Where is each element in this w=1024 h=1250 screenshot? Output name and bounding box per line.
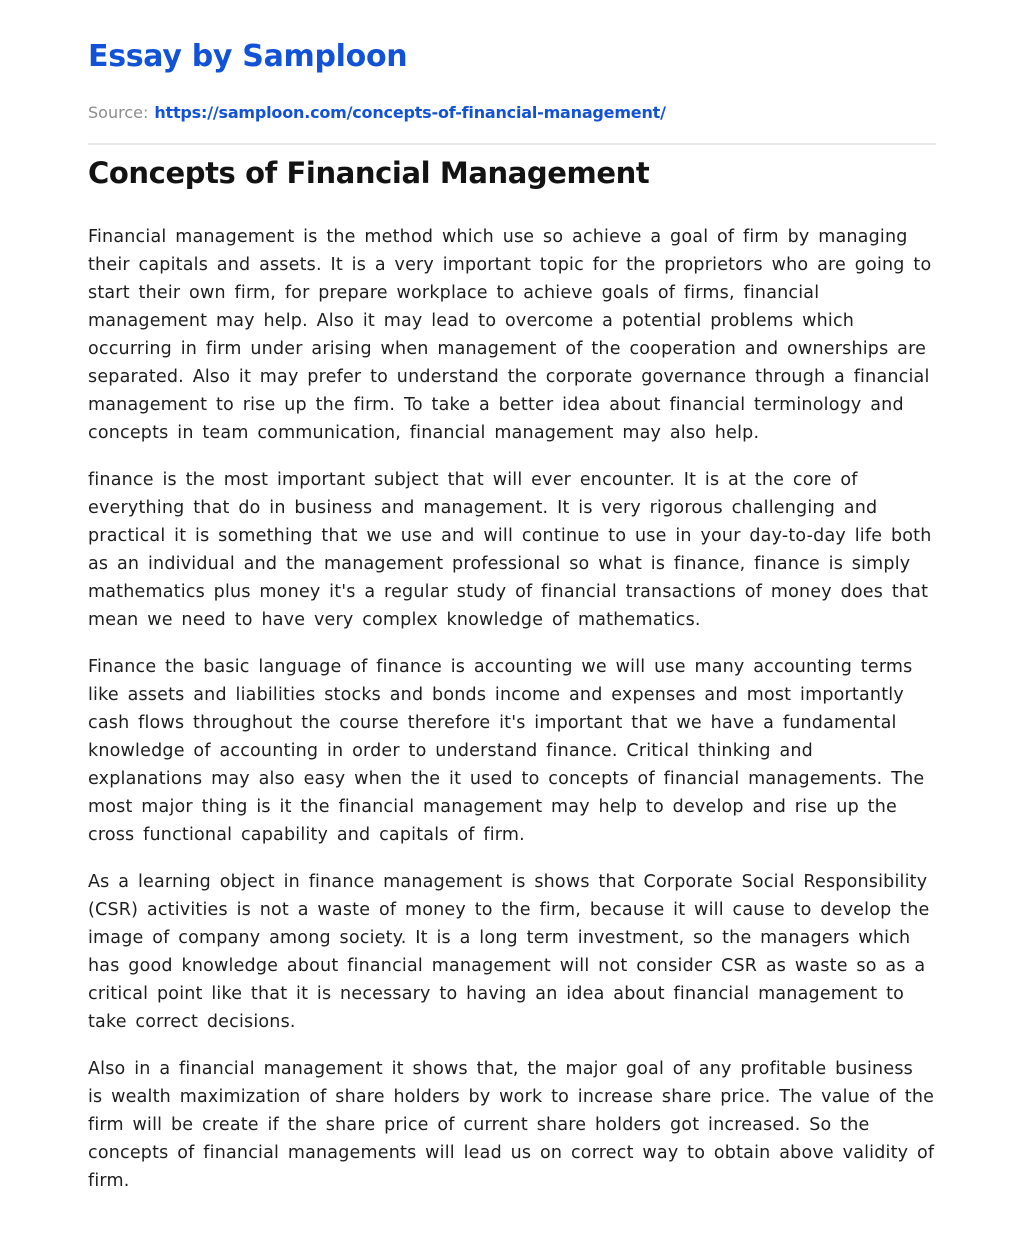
source-label: Source: (88, 103, 149, 122)
essay-paragraph: Financial management is the method which use so achieve a goal of firm by managing their capitals and assets. It is a very important topic for the proprietors who are going to start their own firm, for prepare workplace to achieve goals of firms, financial management may help. Also it may lead to overcome a potential problems which occurring in firm under arising when management of the cooperation and ownerships are separated. Also it may prefer to understand the corporate governance through a financial management to rise up the firm. To take a better idea about financial terminology and concepts in team communication, financial management may also help. (88, 227, 932, 444)
brand-heading: Essay by Samploon (88, 39, 408, 74)
essay-paragraph: As a learning object in finance management is shows that Corporate Social Responsibility (CSR) activities is not a waste of money to the firm, because it will cause to develop the image of company among society. It is a long term investment, so the managers which has good knowledge about financial management will not consider CSR as waste so as a critical point like that it is necessary to having an idea about financial management to take correct decisions. (88, 872, 930, 1033)
essay-title: Concepts of Financial Management (88, 155, 650, 190)
essay-paragraph: finance is the most important subject that will ever encounter. It is at the core of everything that do in business and management. It is very rigorous challenging and practical it is something that we use and will continue to use in your day-to-day life both as an individual and the management professional so what is finance, finance is simply mathematics plus money it's a regular study of financial transactions of money does that mean we need to have very complex knowledge of mathematics. (88, 470, 932, 631)
essay-paragraph: Finance the basic language of finance is accounting we will use many accounting terms like assets and liabilities stocks and bonds income and expenses and most importantly cash flows throughout the course therefore it's important that we have a fundamental knowledge of accounting in order to understand finance. Critical thinking and explanations may also easy when the it used to concepts of financial managements. The most major thing is it the financial management may help to develop and rise up the cross functional capability and capitals of firm. (88, 657, 925, 846)
source-link[interactable]: https://samploon.com/concepts-of-financial-management/ (154, 103, 666, 122)
source-line (88, 103, 936, 124)
divider (88, 143, 936, 145)
essay-paragraph: Also in a financial management it shows that, the major goal of any profitable business is wealth maximization of share holders by work to increase share price. The value of the firm will be create if the share price of current share holders got increased. So the concepts of financial managements will lead us on correct way to obtain above validity of firm. (88, 1059, 935, 1192)
